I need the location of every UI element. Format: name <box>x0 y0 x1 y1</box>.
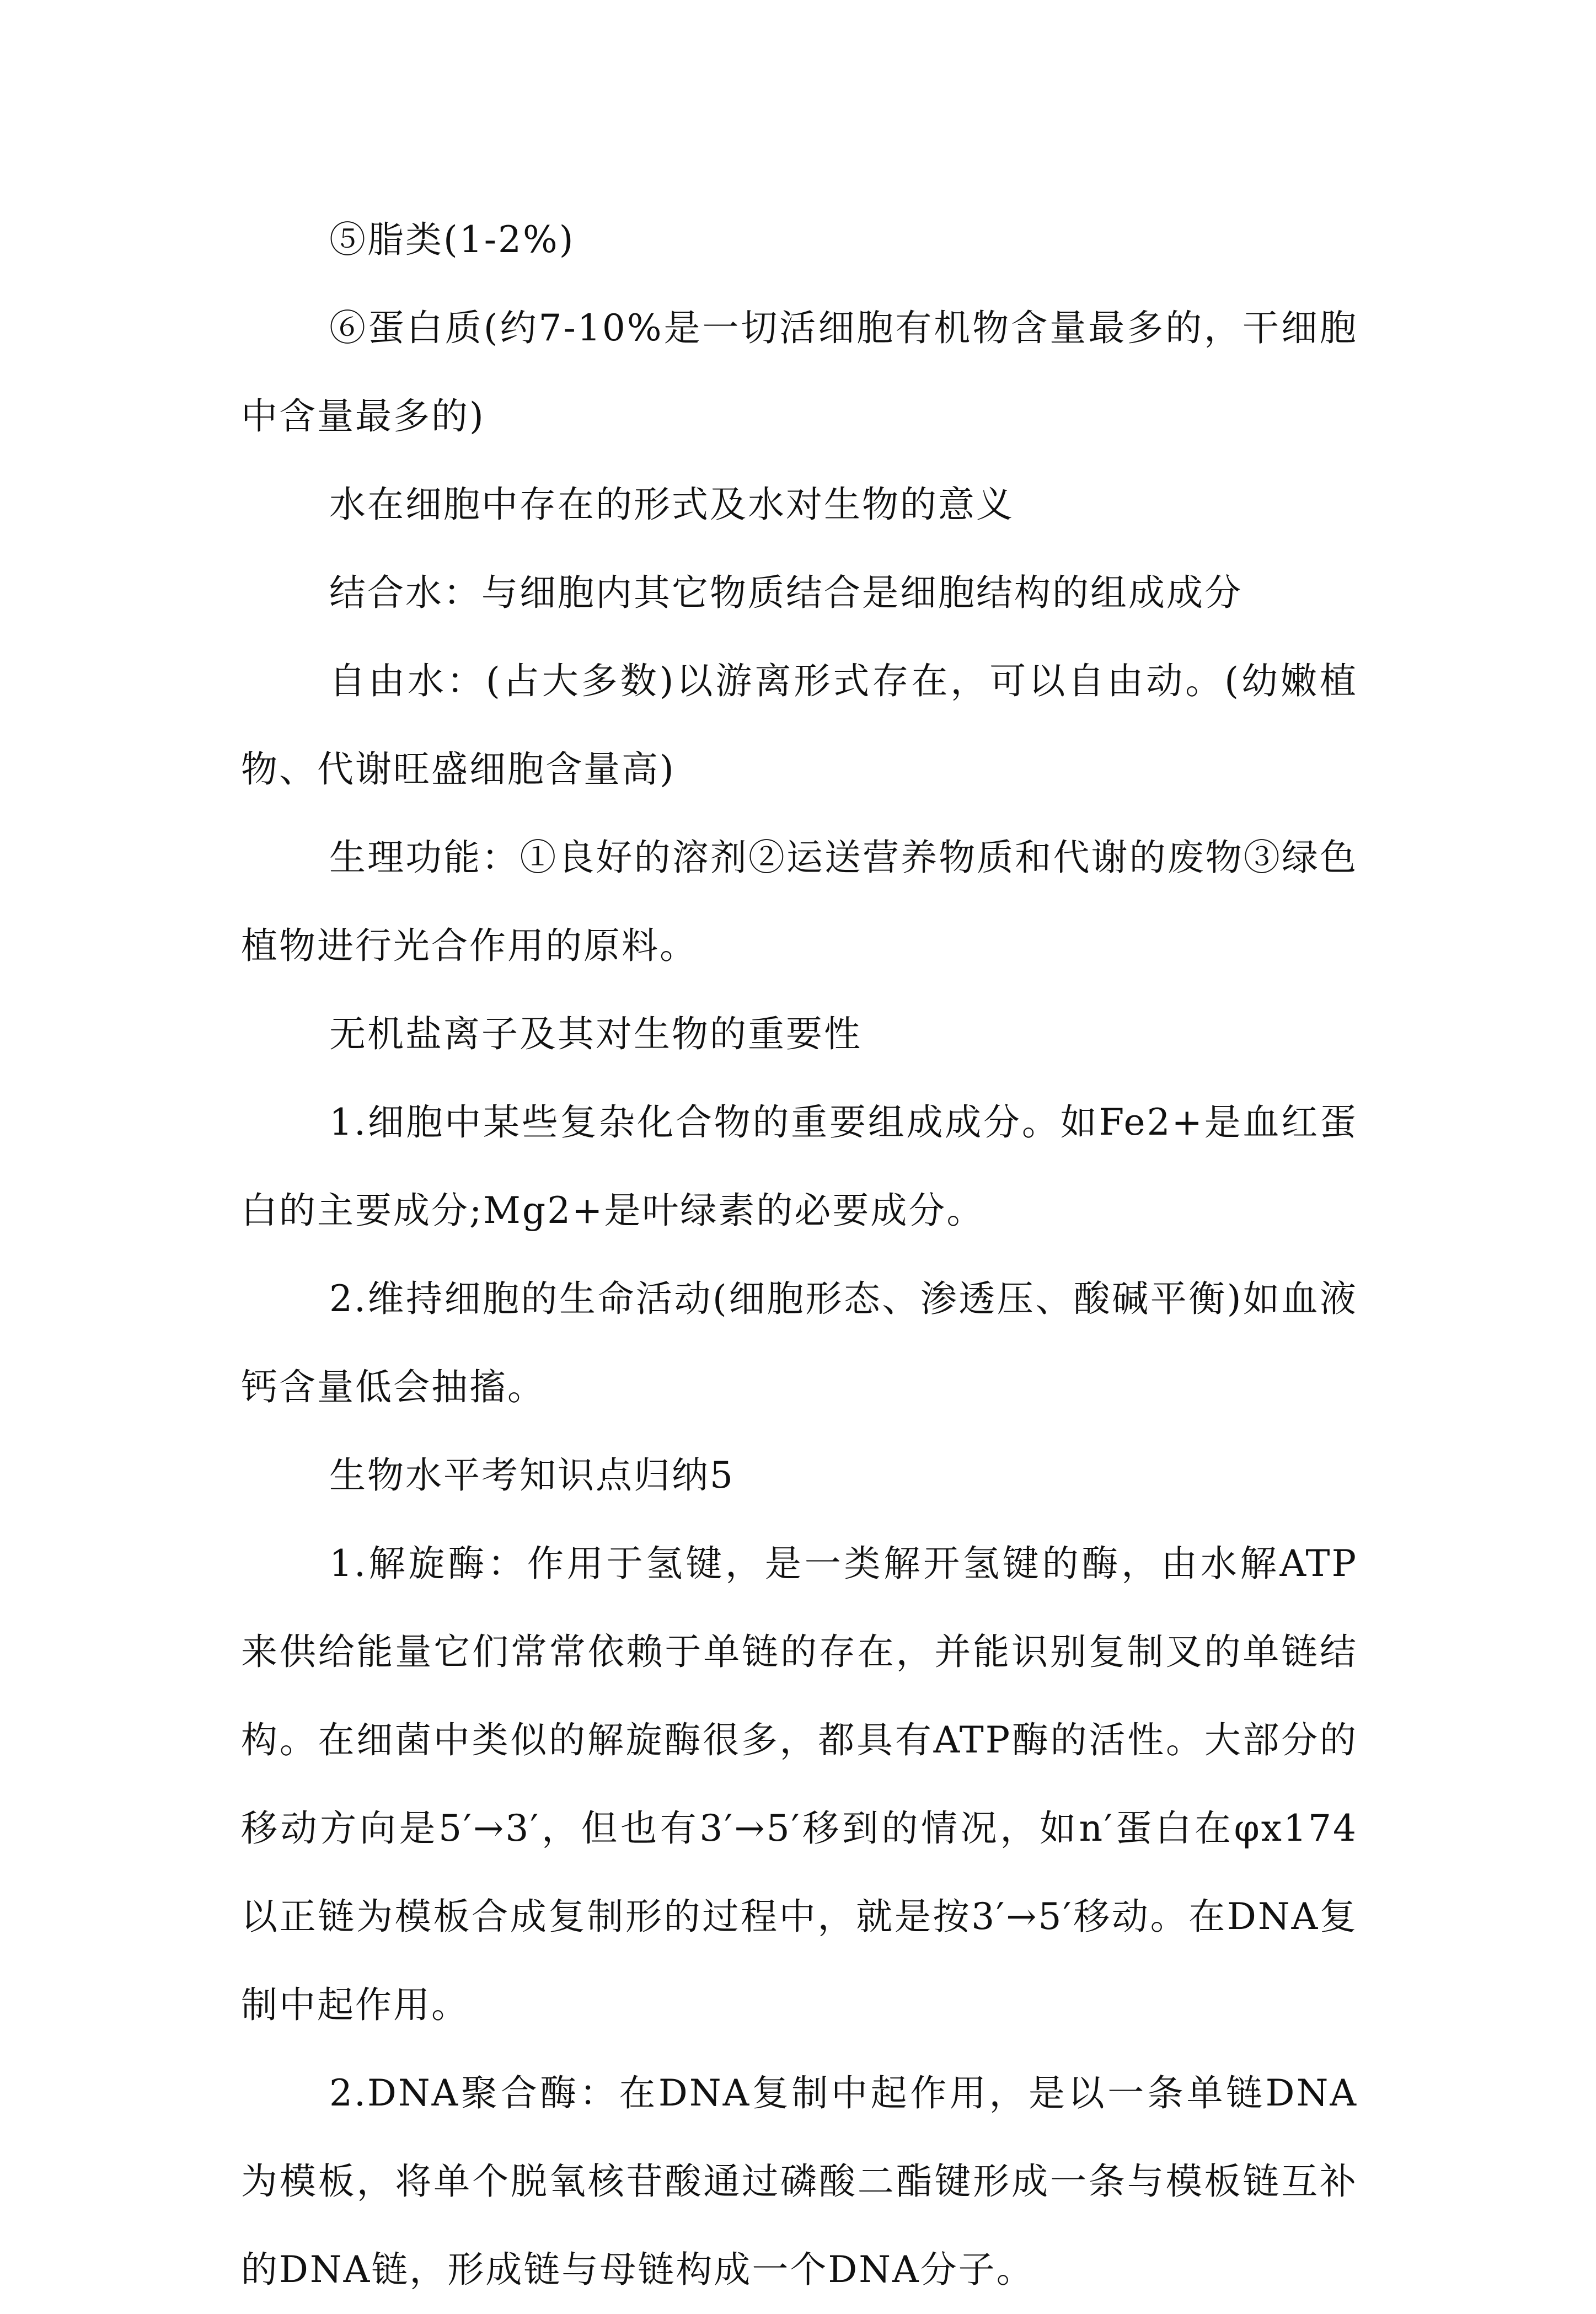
paragraph-inorganic-salt-heading: 无机盐离子及其对生物的重要性 <box>329 1013 862 1055</box>
paragraph-salt-point-1: 1.细胞中某些复杂化合物的重要组成成分。如Fe2+是血红蛋白的主要成分;Mg2+是叶绿素的必要成分。 <box>241 1101 1358 1232</box>
paragraph-free-water: 自由水：(占大多数)以游离形式存在，可以自由动。(幼嫩植物、代谢旺盛细胞含量高) <box>241 660 1358 790</box>
paragraph-bound-water: 结合水：与细胞内其它物质结合是细胞结构的组成成分 <box>329 571 1242 614</box>
paragraph-dna-polymerase: 2.DNA聚合酶：在DNA复制中起作用，是以一条单链DNA为模板，将单个脱氧核苷酸通过磷酸二酯键形成一条与模板链互补的DNA链，形成链与母链构成一个DNA分子。 <box>241 2072 1358 2291</box>
paragraph-helicase: 1.解旋酶：作用于氢键，是一类解开氢键的酶，由水解ATP来供给能量它们常常依赖于单链的存在，并能识别复制叉的单链结构。在细菌中类似的解旋酶很多，都具有ATP酶的活性。大部分的移动方向是5′→3′，但也有3′→5′移到的情况，如n′蛋白在φx174以正链为模板合成复制形的过程中，就是按3′→5′移动。在DNA复制中起作用。 <box>241 1542 1358 2026</box>
paragraph-salt-point-2: 2.维持细胞的生命活动(细胞形态、渗透压、酸碱平衡)如血液钙含量低会抽搐。 <box>241 1278 1358 1408</box>
paragraph-physiological-function: 生理功能：①良好的溶剂②运送营养物质和代谢的废物③绿色植物进行光合作用的原料。 <box>241 836 1358 967</box>
paragraph-protein: ⑥蛋白质(约7-10%是一切活细胞有机物含量最多的，干细胞中含量最多的) <box>241 307 1358 437</box>
section-heading: 生物水平考知识点归纳5 <box>329 1454 735 1497</box>
paragraph-water-heading: 水在细胞中存在的形式及水对生物的意义 <box>329 483 1014 526</box>
paragraph-lipids: ⑤脂类(1-2%) <box>329 218 575 261</box>
document-body <box>241 196 1358 2314</box>
